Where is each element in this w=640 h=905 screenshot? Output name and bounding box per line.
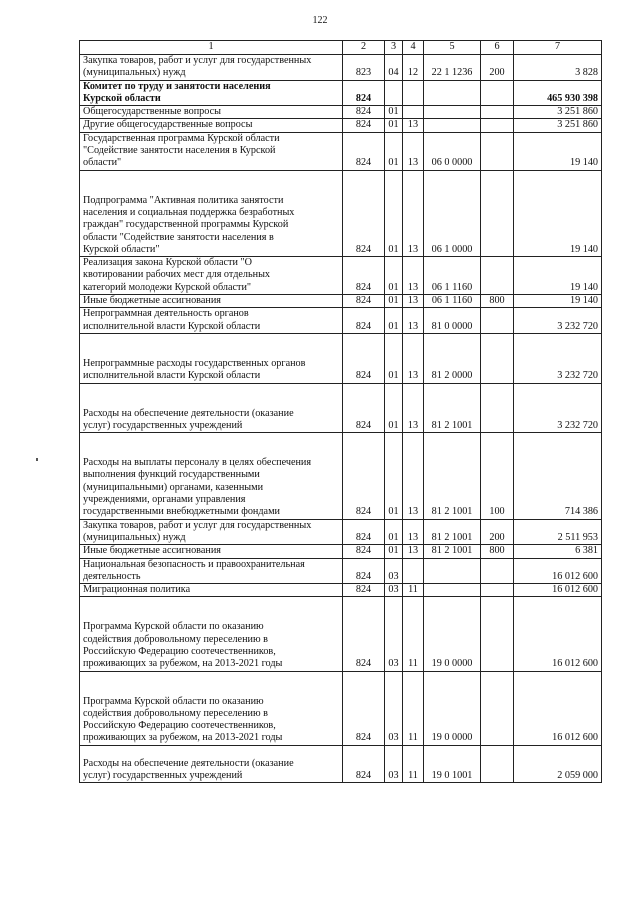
- table-row: [80, 671, 602, 745]
- section-code-cell: 01: [385, 106, 403, 119]
- expense-type-cell: [481, 558, 514, 584]
- amount-cell: 3 232 720: [514, 308, 602, 334]
- expense-type-cell: [481, 119, 514, 132]
- expense-type-cell: [481, 584, 514, 597]
- amount-cell: 16 012 600: [514, 584, 602, 597]
- row-name-line: Иные бюджетные ассигнования: [83, 295, 221, 307]
- expense-type-cell: 200: [481, 55, 514, 81]
- subsection-code-cell: 13: [403, 295, 424, 308]
- row-name-line: Курской области": [83, 243, 160, 255]
- blank-line: [83, 672, 339, 684]
- subsection-code-cell: 13: [403, 383, 424, 433]
- target-article-cell: 19 0 0000: [424, 671, 481, 745]
- expense-type-cell: [481, 333, 514, 383]
- row-name-line: Другие общегосударственные вопросы: [83, 119, 253, 131]
- row-name-cell: [80, 558, 343, 584]
- header-cell: 1: [80, 41, 343, 55]
- row-name-line: населения и социальная поддержка безработных: [83, 206, 295, 218]
- header-cell: 6: [481, 41, 514, 55]
- subsection-code-cell: 13: [403, 257, 424, 295]
- grbs-code-cell: 824: [343, 671, 385, 745]
- grbs-code-cell: 823: [343, 55, 385, 81]
- row-name-line: Расходы на выплаты персоналу в целях обеспечения: [83, 457, 312, 469]
- target-article-cell: [424, 106, 481, 119]
- target-article-cell: [424, 558, 481, 584]
- target-article-cell: 81 2 0000: [424, 333, 481, 383]
- target-article-cell: 19 0 1001: [424, 745, 481, 783]
- row-name-line: Реализация закона Курской области "О: [83, 257, 252, 269]
- target-article-cell: 06 1 1160: [424, 257, 481, 295]
- blank-line: [83, 433, 339, 445]
- row-name-line: Непрограммная деятельность органов: [83, 308, 249, 320]
- row-name-line: Российскую Федерацию соотечественников,: [83, 645, 276, 657]
- row-name-line: исполнительной власти Курской области: [83, 370, 261, 382]
- target-article-cell: [424, 119, 481, 132]
- row-name-line: деятельность: [83, 570, 141, 582]
- blank-line: [83, 183, 339, 195]
- subsection-code-cell: 13: [403, 545, 424, 558]
- target-article-cell: [424, 584, 481, 597]
- amount-cell: 19 140: [514, 132, 602, 170]
- row-name-line: (муниципальных) нужд: [83, 67, 186, 79]
- row-name-line: граждан" государственной программы Курской: [83, 219, 289, 231]
- grbs-code-cell: 824: [343, 383, 385, 433]
- section-code-cell: 03: [385, 745, 403, 783]
- expense-type-cell: 100: [481, 433, 514, 519]
- table-row: [80, 295, 602, 308]
- expense-type-cell: 200: [481, 519, 514, 545]
- row-name-line: выполнения функций государственными: [83, 469, 260, 481]
- grbs-code-cell: 824: [343, 584, 385, 597]
- row-name-line: Иные бюджетные ассигнования: [83, 545, 221, 557]
- section-code-cell: 03: [385, 597, 403, 671]
- budget-table: [79, 40, 602, 783]
- target-article-cell: 06 1 0000: [424, 170, 481, 256]
- scan-mark: [36, 458, 38, 461]
- target-article-cell: 81 2 1001: [424, 383, 481, 433]
- subsection-code-cell: [403, 558, 424, 584]
- page-number: 122: [312, 15, 328, 26]
- expense-type-cell: [481, 170, 514, 256]
- subsection-code-cell: [403, 106, 424, 119]
- amount-cell: 2 511 953: [514, 519, 602, 545]
- grbs-code-cell: 824: [343, 106, 385, 119]
- target-article-cell: [424, 80, 481, 106]
- section-code-cell: 01: [385, 257, 403, 295]
- grbs-code-cell: 824: [343, 558, 385, 584]
- amount-cell: 16 012 600: [514, 558, 602, 584]
- target-article-cell: 22 1 1236: [424, 55, 481, 81]
- row-name-line: содействия добровольному переселению в: [83, 633, 268, 645]
- subsection-code-cell: 11: [403, 745, 424, 783]
- blank-line: [83, 171, 339, 183]
- header-cell: 7: [514, 41, 602, 55]
- row-name-line: Российскую Федерацию соотечественников,: [83, 720, 276, 732]
- section-code-cell: 01: [385, 433, 403, 519]
- grbs-code-cell: 824: [343, 597, 385, 671]
- subsection-code-cell: [403, 80, 424, 106]
- subsection-code-cell: 12: [403, 55, 424, 81]
- table-row: [80, 308, 602, 334]
- row-name-line: содействия добровольному переселению в: [83, 707, 268, 719]
- table-row: [80, 584, 602, 597]
- table-row: [80, 333, 602, 383]
- target-article-cell: 81 0 0000: [424, 308, 481, 334]
- row-name-line: Национальная безопасность и правоохранительная: [83, 558, 305, 570]
- expense-type-cell: [481, 597, 514, 671]
- blank-line: [83, 334, 339, 346]
- row-name-cell: [80, 106, 343, 119]
- section-code-cell: 01: [385, 519, 403, 545]
- grbs-code-cell: 824: [343, 170, 385, 256]
- amount-cell: 3 232 720: [514, 333, 602, 383]
- row-name-line: Миграционная политика: [83, 584, 191, 596]
- section-code-cell: 03: [385, 558, 403, 584]
- expense-type-cell: [481, 745, 514, 783]
- header-cell: 5: [424, 41, 481, 55]
- blank-line: [83, 445, 339, 457]
- table-body: [80, 41, 602, 783]
- table-row: [80, 257, 602, 295]
- row-name-cell: [80, 119, 343, 132]
- row-name-cell: [80, 295, 343, 308]
- amount-cell: 6 381: [514, 545, 602, 558]
- grbs-code-cell: 824: [343, 519, 385, 545]
- grbs-code-cell: 824: [343, 257, 385, 295]
- expense-type-cell: [481, 132, 514, 170]
- blank-line: [83, 684, 339, 696]
- row-name-cell: [80, 433, 343, 519]
- row-name-line: Государственная программа Курской области: [83, 132, 280, 144]
- row-name-cell: [80, 597, 343, 671]
- blank-line: [83, 384, 339, 396]
- row-name-line: Общегосударственные вопросы: [83, 106, 221, 118]
- blank-line: [83, 597, 339, 609]
- amount-cell: 16 012 600: [514, 597, 602, 671]
- table-row: [80, 119, 602, 132]
- header-cell: 2: [343, 41, 385, 55]
- row-name-cell: [80, 55, 343, 81]
- grbs-code-cell: 824: [343, 433, 385, 519]
- grbs-code-cell: 824: [343, 132, 385, 170]
- target-article-cell: 19 0 0000: [424, 597, 481, 671]
- grbs-code-cell: 824: [343, 308, 385, 334]
- row-name-cell: [80, 545, 343, 558]
- section-code-cell: 01: [385, 333, 403, 383]
- amount-cell: 465 930 398: [514, 80, 602, 106]
- target-article-cell: 06 0 0000: [424, 132, 481, 170]
- row-name-line: Комитет по труду и занятости населения: [83, 80, 271, 92]
- target-article-cell: 81 2 1001: [424, 519, 481, 545]
- subsection-code-cell: 13: [403, 519, 424, 545]
- target-article-cell: 81 2 1001: [424, 545, 481, 558]
- row-name-line: категорий молодежи Курской области": [83, 281, 252, 293]
- subsection-code-cell: 11: [403, 584, 424, 597]
- grbs-code-cell: 824: [343, 745, 385, 783]
- row-name-line: (муниципальными) органами, казенными: [83, 481, 264, 493]
- table-row: [80, 106, 602, 119]
- subsection-code-cell: 13: [403, 333, 424, 383]
- amount-cell: 19 140: [514, 257, 602, 295]
- table-row: [80, 433, 602, 519]
- row-name-cell: [80, 745, 343, 783]
- expense-type-cell: [481, 257, 514, 295]
- amount-cell: 2 059 000: [514, 745, 602, 783]
- section-code-cell: 01: [385, 170, 403, 256]
- grbs-code-cell: 824: [343, 119, 385, 132]
- section-code-cell: 01: [385, 545, 403, 558]
- blank-line: [83, 609, 339, 621]
- section-code-cell: [385, 80, 403, 106]
- amount-cell: 3 251 860: [514, 106, 602, 119]
- amount-cell: 3 232 720: [514, 383, 602, 433]
- row-name-cell: [80, 383, 343, 433]
- amount-cell: 19 140: [514, 170, 602, 256]
- target-article-cell: 81 2 1001: [424, 433, 481, 519]
- row-name-line: Расходы на обеспечение деятельности (оказание: [83, 757, 294, 769]
- row-name-line: Программа Курской области по оказанию: [83, 695, 264, 707]
- expense-type-cell: [481, 106, 514, 119]
- amount-cell: 3 828: [514, 55, 602, 81]
- row-name-line: проживающих за рубежом, на 2013-2021 годы: [83, 732, 283, 744]
- row-name-line: услуг) государственных учреждений: [83, 770, 243, 782]
- expense-type-cell: [481, 671, 514, 745]
- row-name-cell: [80, 132, 343, 170]
- subsection-code-cell: 11: [403, 597, 424, 671]
- subsection-code-cell: 13: [403, 132, 424, 170]
- row-name-line: Подпрограмма "Активная политика занятости: [83, 194, 284, 206]
- table-row: [80, 745, 602, 783]
- target-article-cell: 06 1 1160: [424, 295, 481, 308]
- table-row: [80, 545, 602, 558]
- amount-cell: 19 140: [514, 295, 602, 308]
- row-name-line: Непрограммные расходы государственных органов: [83, 357, 306, 369]
- subsection-code-cell: 13: [403, 119, 424, 132]
- row-name-line: (муниципальных) нужд: [83, 531, 186, 543]
- row-name-cell: [80, 308, 343, 334]
- blank-line: [83, 396, 339, 408]
- expense-type-cell: [481, 308, 514, 334]
- expense-type-cell: 800: [481, 295, 514, 308]
- table-row: [80, 597, 602, 671]
- row-name-line: проживающих за рубежом, на 2013-2021 годы: [83, 658, 283, 670]
- row-name-cell: [80, 519, 343, 545]
- grbs-code-cell: 824: [343, 545, 385, 558]
- row-name-line: Расходы на обеспечение деятельности (оказание: [83, 407, 294, 419]
- expense-type-cell: [481, 80, 514, 106]
- row-name-line: учреждениями, органами управления: [83, 494, 246, 506]
- section-code-cell: 01: [385, 119, 403, 132]
- row-name-line: Закупка товаров, работ и услуг для государственных: [83, 55, 312, 66]
- header-cell: 4: [403, 41, 424, 55]
- section-code-cell: 01: [385, 308, 403, 334]
- table-row: [80, 558, 602, 584]
- amount-cell: 714 386: [514, 433, 602, 519]
- expense-type-cell: [481, 383, 514, 433]
- grbs-code-cell: 824: [343, 80, 385, 106]
- blank-line: [83, 746, 339, 758]
- blank-line: [83, 346, 339, 358]
- grbs-code-cell: 824: [343, 295, 385, 308]
- table-row: [80, 170, 602, 256]
- row-name-line: исполнительной власти Курской области: [83, 320, 261, 332]
- subsection-code-cell: 13: [403, 170, 424, 256]
- row-name-cell: [80, 333, 343, 383]
- table-row: [80, 383, 602, 433]
- row-name-line: Закупка товаров, работ и услуг для государственных: [83, 519, 312, 531]
- subsection-code-cell: 13: [403, 433, 424, 519]
- table-row: [80, 55, 602, 81]
- row-name-cell: [80, 80, 343, 106]
- subsection-code-cell: 11: [403, 671, 424, 745]
- grbs-code-cell: 824: [343, 333, 385, 383]
- row-name-line: "Содействие занятости населения в Курской: [83, 145, 276, 157]
- header-cell: 3: [385, 41, 403, 55]
- row-name-cell: [80, 170, 343, 256]
- section-code-cell: 01: [385, 295, 403, 308]
- row-name-cell: [80, 584, 343, 597]
- section-code-cell: 04: [385, 55, 403, 81]
- row-name-cell: [80, 257, 343, 295]
- subsection-code-cell: 13: [403, 308, 424, 334]
- section-code-cell: 01: [385, 132, 403, 170]
- header-row: [80, 41, 602, 55]
- row-name-line: услуг) государственных учреждений: [83, 419, 243, 431]
- row-name-cell: [80, 671, 343, 745]
- table-row: [80, 80, 602, 106]
- table-row: [80, 132, 602, 170]
- table-row: [80, 519, 602, 545]
- section-code-cell: 03: [385, 671, 403, 745]
- row-name-line: Курской области: [83, 92, 161, 104]
- row-name-line: области": [83, 157, 122, 169]
- row-name-line: области "Содействие занятости населения в: [83, 231, 274, 243]
- amount-cell: 16 012 600: [514, 671, 602, 745]
- row-name-line: квотировании рабочих мест для отдельных: [83, 269, 271, 281]
- expense-type-cell: 800: [481, 545, 514, 558]
- row-name-line: государственными внебюджетными фондами: [83, 506, 280, 518]
- section-code-cell: 01: [385, 383, 403, 433]
- amount-cell: 3 251 860: [514, 119, 602, 132]
- row-name-line: Программа Курской области по оказанию: [83, 621, 264, 633]
- section-code-cell: 03: [385, 584, 403, 597]
